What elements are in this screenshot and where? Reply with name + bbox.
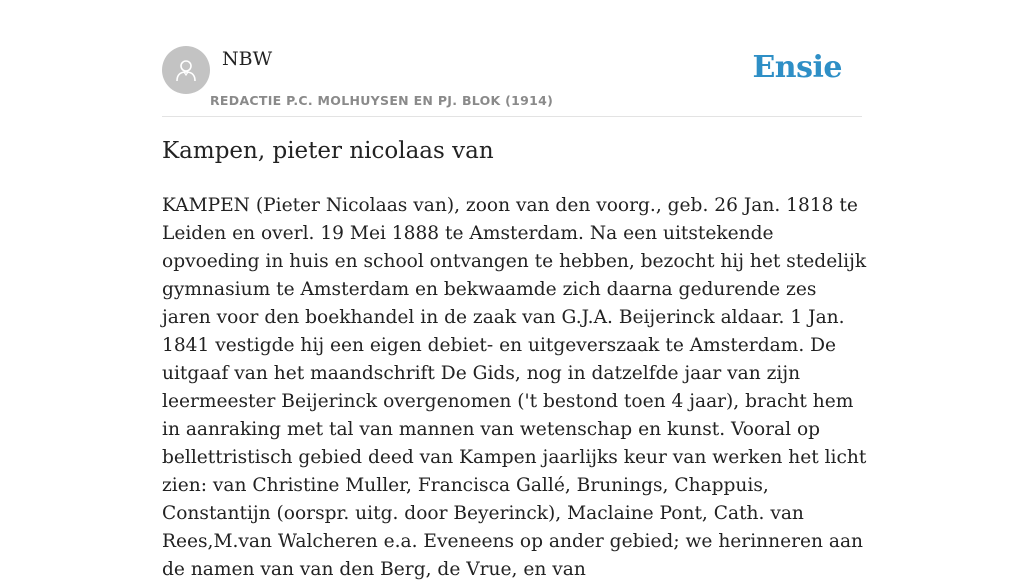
user-icon (172, 56, 200, 84)
ensie-logo[interactable]: Ensie (752, 50, 842, 85)
article-body: KAMPEN (Pieter Nicolaas van), zoon van den voorg., geb. 26 Jan. 1818 te Leiden en overl. 19 Mei 1888 te Amsterdam. Na een uitstekende opvoeding in huis en school ontvangen te hebben, bezocht hij het stedelijk gymnasium te Amsterdam en bekwaamde zich daarna gedurende zes jaren voor den boekhandel in de zaak van G.J.A. Beijerinck aldaar. 1 Jan. 1841 vestigde hij een eigen debiet- en uitgeverszaak te Amsterdam. De uitgaaf van het maandschrift De Gids, nog in datzelfde jaar van zijn leermeester Beijerinck overgenomen ('t bestond toen 4 jaar), bracht hem in aanraking met tal van mannen van wetenschap en kunst. Vooral op bellettristisch gebied deed van Kampen jaarlijks keur van werken het licht zien: van Christine Muller, Francisca Gallé, Brunings, Chappuis, Constantijn (oorspr. uitg. door Beyerinck), Maclaine Pont, Cath. van Rees,M.van Walcheren e.a. Eveneens op ander gebied; we herinneren aan de namen van van den Berg, de Vrue, en van (162, 195, 867, 580)
source-editors: REDACTIE P.C. MOLHUYSEN EN PJ. BLOK (1914) (210, 93, 554, 108)
article-title: Kampen, pieter nicolaas van (162, 138, 494, 164)
source-name[interactable]: NBW (222, 48, 273, 70)
source-header (162, 46, 862, 117)
source-avatar[interactable] (162, 46, 210, 94)
